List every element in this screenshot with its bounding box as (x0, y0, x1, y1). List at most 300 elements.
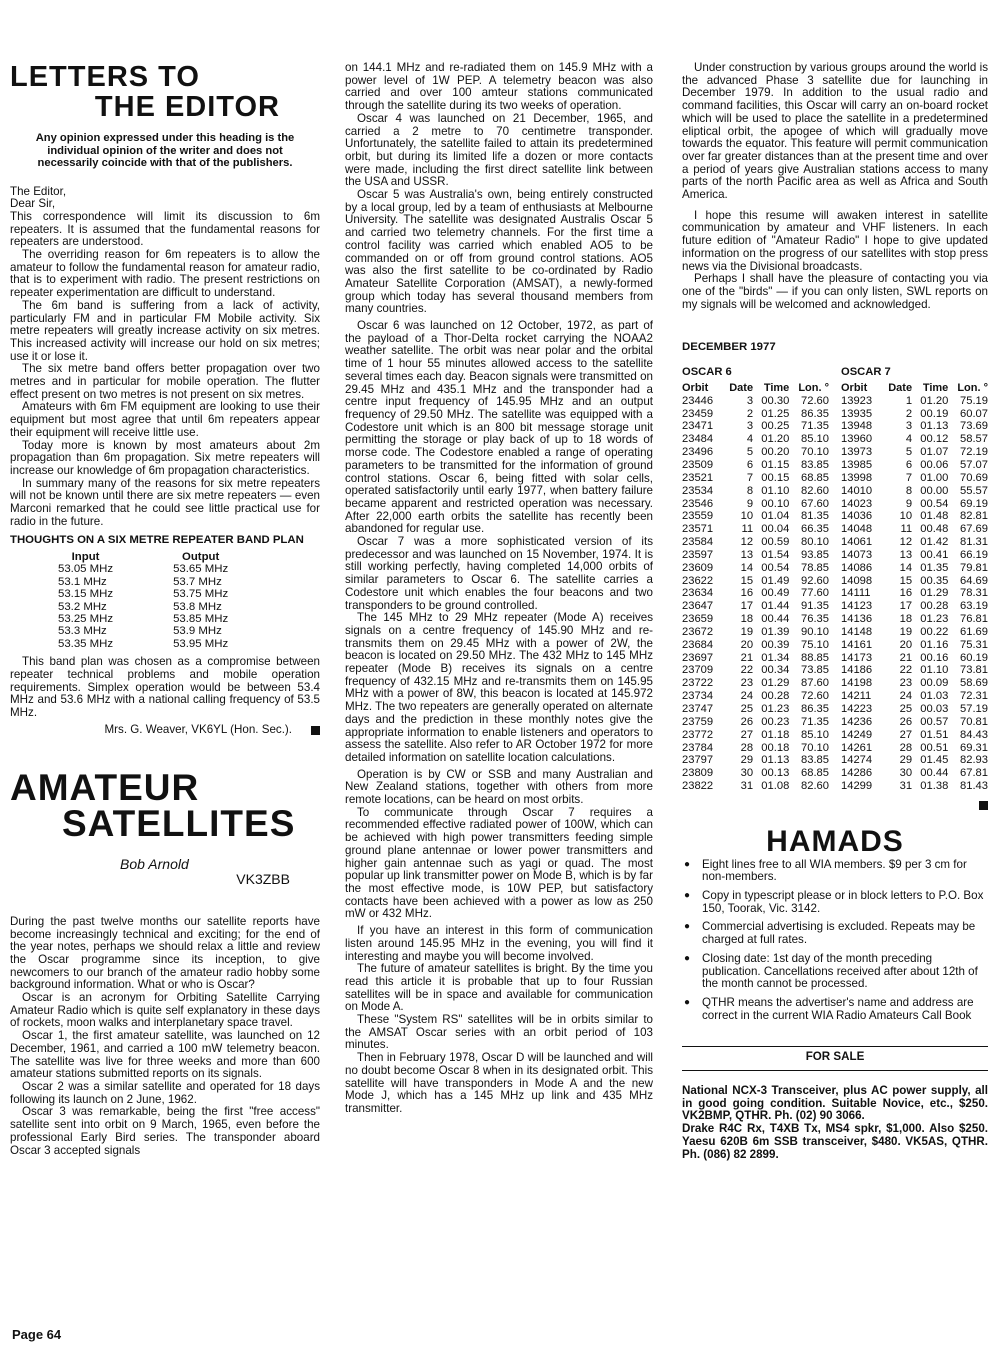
oscar7-lon: 60.19 (960, 651, 988, 664)
article-paragraph: Under construction by various groups around the world is the advanced Phase 3 satellite due for launching in December 1979. In addition to the usual radio and command facilities, this Oscar will carry an on-board rocket which will be used to place the satellite in a predetermined eliptical orbit, the apogee of which will gradually move towards the equator. This feature will permit communication over far greater distances than at the present time and over a period of years give Australian stations access to many parts of the north Pacific area as well as Africa and South America. (682, 61, 988, 202)
band-plan-row (58, 576, 228, 588)
oscar7-date: 3 (905, 420, 913, 433)
oscar7-time: 01.03 (920, 690, 949, 703)
oscar7-time: 00.44 (920, 767, 949, 780)
oscar6-orbit: 23722 (682, 677, 714, 690)
oscar7-time: 00.06 (920, 458, 949, 471)
oscar6-row (682, 587, 829, 600)
oscar6-time: 01.54 (761, 548, 790, 561)
band-plan-title: THOUGHTS ON A SIX METRE REPEATER BAND PLAN (10, 534, 304, 547)
oscar6-time: 01.44 (761, 600, 790, 613)
oscar6-time: 01.20 (761, 433, 790, 446)
letter-paragraph: Amateurs with 6m FM equipment are looking to use their equipment but most agree that until 6m repeaters appear their equipment will receive little use. (10, 400, 320, 439)
oscar6-row (682, 472, 829, 485)
oscar6-date: 4 (746, 433, 754, 446)
band-plan-row (58, 625, 228, 637)
oscar7-orbit: 14186 (841, 664, 873, 677)
oscar7-orbit: 14299 (841, 780, 873, 793)
oscar7-orbit: 13935 (841, 407, 873, 420)
oscar7-orbit: 14211 (841, 690, 872, 703)
time-header: Time (763, 381, 790, 394)
oscar7-time: 00.16 (920, 651, 949, 664)
oscar7-orbit: 14036 (841, 510, 873, 523)
letters-title-line1: LETTERS TO (10, 61, 200, 93)
oscar7-date: 2 (905, 407, 913, 420)
oscar6-row (682, 549, 829, 562)
oscar6-row (682, 485, 829, 498)
oscar7-date: 8 (905, 484, 913, 497)
oscar7-row (841, 408, 988, 421)
oscar7-time: 01.07 (920, 446, 949, 459)
oscar6-time: 01.34 (761, 651, 790, 664)
satellites-title-line1: AMATEUR (10, 767, 200, 809)
oscar6-label: OSCAR 6 (682, 366, 732, 379)
oscar7-lon: 81.43 (960, 780, 988, 793)
oscar6-time: 00.44 (761, 613, 790, 626)
oscar7-orbit: 13948 (841, 420, 873, 433)
oscar6-time: 00.49 (761, 587, 790, 600)
oscar7-orbit: 14161 (841, 638, 873, 651)
oscar7-date: 28 (899, 741, 913, 754)
sale-listing: National NCX-3 Transceiver, plus AC power supply, all in good going condition. Suitable Novice, etc., $250. VK2BMP, QTHR. Ph. (02) 90 3066. (682, 1084, 988, 1123)
oscar7-lon: 70.81 (960, 715, 988, 728)
oscar7-lon: 73.69 (960, 420, 988, 433)
oscar6-orbit: 23471 (682, 420, 714, 433)
oscar7-lon: 82.81 (960, 510, 988, 523)
oscar6-date: 12 (740, 536, 754, 549)
oscar7-row (841, 433, 988, 446)
oscar6-lon: 90.10 (801, 625, 829, 638)
oscar7-lon: 60.07 (960, 407, 988, 420)
oscar6-row (682, 562, 829, 575)
oscar6-row (682, 420, 829, 433)
hamads-title: HAMADS (766, 824, 904, 858)
oscar6-orbit: 23797 (682, 754, 714, 767)
end-mark-icon (311, 726, 320, 735)
column-left (10, 62, 320, 1157)
letter-closing: This band plan was chosen as a compromise between repeater technical problems and mobile operation requirements. Simplex operation would be between 53.4 MHz and 53.6 MHz with a national calling frequency of 53.5 MHz. (10, 655, 320, 720)
oscar7-time: 01.00 (920, 471, 949, 484)
oscar6-date: 18 (740, 613, 754, 626)
hamads-item: ● Eight lines free to all WIA members. $9 per 3 cm for non-members. (682, 859, 988, 884)
oscar7-orbit: 13923 (841, 394, 873, 407)
oscar7-orbit: 13985 (841, 458, 873, 471)
oscar7-date: 23 (899, 677, 913, 690)
oscar6-date: 13 (740, 548, 754, 561)
oscar6-row (682, 613, 829, 626)
oscar6-row (682, 575, 829, 588)
oscar7-time: 00.54 (920, 497, 949, 510)
signature-text: Mrs. G. Weaver, VK6YL (Hon. Sec.). (104, 722, 292, 736)
oscar7-date: 16 (899, 587, 913, 600)
oscar6-lon: 85.10 (801, 433, 829, 446)
oscar7-date: 5 (905, 446, 913, 459)
oscar7-lon: 57.07 (960, 458, 988, 471)
oscar6-lon: 68.85 (801, 471, 829, 484)
oscar6-row (682, 780, 829, 793)
oscar7-row (841, 562, 988, 575)
oscar6-lon: 80.10 (801, 536, 829, 549)
oscar7-time: 00.57 (920, 715, 949, 728)
letter-signature (10, 724, 320, 737)
oscar7-date: 29 (899, 754, 913, 767)
oscar7-row (841, 485, 988, 498)
oscar6-lon: 92.60 (801, 574, 829, 587)
oscar7-lon: 63.19 (960, 600, 988, 613)
oscar7-lon: 67.81 (960, 767, 988, 780)
oscar7-date: 27 (899, 728, 913, 741)
oscar7-row (841, 742, 988, 755)
oscar6-lon: 87.60 (801, 677, 829, 690)
oscar6-orbit: 23446 (682, 394, 714, 407)
oscar7-date: 26 (899, 715, 913, 728)
oscar6-date: 7 (746, 471, 754, 484)
oscar7-lon: 75.19 (960, 394, 988, 407)
oscar6-time: 00.13 (761, 767, 790, 780)
oscar7-time: 01.35 (920, 561, 949, 574)
oscar7-row (841, 536, 988, 549)
oscar7-time: 00.41 (920, 548, 949, 561)
oscar6-time: 00.30 (761, 394, 790, 407)
oscar6-orbit: 23609 (682, 561, 714, 574)
oscar7-lon: 82.93 (960, 754, 988, 767)
oscar6-date: 10 (740, 510, 754, 523)
article-paragraph: Oscar 6 was launched on 12 October, 1972, as part of the payload of a Thor-Delta rocket carrying the NOAA2 weather satellite. The orbit was near polar and the orbital time of 1 hour 55 minutes allowed access to the satellite several times each day. Beacon signals were transmitted on 29.45 MHz and 435.1 MHz and the transponder had a centre input frequency of 145.95 MHz and an output frequency of 29.50 MHz. The satellite was equipped with a Codestore unit which is an 800 bit message storage unit permitting the storage or play back of up to 18 words of morse code. The Codestore enabled a range of operating parameters to be transmitted for the information of ground control stations. Oscar 6, being fitted with solar cells, operated satisfactorily until early 1977, when battery failure became apparent and restricted operation was necessary. After 22,000 earth orbits the satellite has recently been abandoned for regular use. (345, 319, 653, 536)
end-mark-icon (979, 801, 988, 810)
oscar6-time: 01.08 (761, 780, 790, 793)
oscar6-lon: 91.35 (801, 600, 829, 613)
oscar6-date: 14 (740, 561, 754, 574)
oscar7-row (841, 446, 988, 459)
band-plan-input: 53.25 MHz (58, 613, 114, 626)
date-header: Date (729, 381, 754, 394)
oscar6-lon: 73.85 (801, 664, 829, 677)
oscar6-time: 00.39 (761, 638, 790, 651)
oscar7-orbit: 14236 (841, 715, 873, 728)
oscar6-time: 00.59 (761, 536, 790, 549)
oscar6-date: 3 (746, 420, 754, 433)
oscar6-date: 22 (740, 664, 754, 677)
oscar7-orbit: 14048 (841, 523, 873, 536)
oscar7-lon: 67.69 (960, 523, 988, 536)
oscar6-row (682, 742, 829, 755)
oscar6-orbit: 23459 (682, 407, 714, 420)
oscar7-time: 00.19 (920, 407, 949, 420)
article-paragraph: Oscar 1, the first amateur satellite, was launched on 12 December, 1961, and carried a 100 mW telemetry beacon. The satellite was live for three weeks and more than 600 amateur stations submitted reports on its signals. (10, 1029, 320, 1081)
band-plan-input: 53.1 MHz (58, 575, 107, 588)
oscar7-date: 4 (905, 433, 913, 446)
oscar7-lon: 72.19 (960, 446, 988, 459)
oscar7-row (841, 472, 988, 485)
oscar7-lon: 75.31 (960, 638, 988, 651)
oscar7-date: 20 (899, 638, 913, 651)
oscar7-row (841, 575, 988, 588)
oscar6-date: 31 (740, 780, 754, 793)
orbit-tables (682, 366, 988, 793)
oscar7-time: 01.42 (920, 536, 949, 549)
oscar6-lon: 72.60 (801, 394, 829, 407)
oscar6-lon: 71.35 (801, 715, 829, 728)
oscar6-row (682, 767, 829, 780)
oscar6-lon: 76.35 (801, 613, 829, 626)
oscar6-time: 01.29 (761, 677, 790, 690)
oscar7-time: 01.29 (920, 587, 949, 600)
oscar7-time: 00.09 (920, 677, 949, 690)
oscar6-row (682, 433, 829, 446)
oscar7-row (841, 549, 988, 562)
band-plan-output: 53.7 MHz (173, 575, 222, 588)
oscar7-row (841, 664, 988, 677)
oscar7-date: 7 (905, 471, 913, 484)
band-plan-input: 53.35 MHz (58, 637, 114, 650)
letters-title-line2: THE EDITOR (94, 91, 280, 123)
oscar6-lon: 85.10 (801, 728, 829, 741)
oscar6-row (682, 690, 829, 703)
oscar7-row (841, 639, 988, 652)
oscar7-lon: 78.31 (960, 587, 988, 600)
oscar6-orbit: 23559 (682, 510, 714, 523)
oscar7-time: 00.03 (920, 703, 949, 715)
band-plan-row (58, 638, 228, 650)
oscar6-date: 5 (746, 446, 754, 459)
oscar7-orbit: 14123 (841, 600, 873, 613)
oscar7-orbit: 14073 (841, 548, 873, 561)
oscar6-lon: 70.10 (801, 446, 829, 459)
oscar7-row (841, 703, 988, 716)
band-plan-row (58, 601, 228, 613)
oscar6-date: 16 (740, 587, 754, 600)
oscar7-row (841, 459, 988, 472)
oscar7-time: 01.38 (920, 780, 949, 793)
oscar6-time: 00.25 (761, 420, 790, 433)
oscar6-lon: 70.10 (801, 741, 829, 754)
hamads-item: ● QTHR means the advertiser's name and address are correct in the current WIA Radio Amateurs Call Book (682, 997, 988, 1022)
letter-paragraph: In summary many of the reasons for six metre repeaters will not be known until there are six metre repeaters — even Marconi remarked that he could see little practical use for radio in the future. (10, 476, 320, 528)
oscar6-orbit: 23496 (682, 446, 714, 459)
oscar6-orbit: 23634 (682, 587, 714, 600)
oscar6-row (682, 446, 829, 459)
salutation-sir: Dear Sir, (10, 197, 56, 211)
oscar6-time: 00.04 (761, 523, 790, 536)
oscar6-time: 01.25 (761, 407, 790, 420)
oscar7-table (829, 366, 988, 793)
oscar7-lon: 61.69 (960, 625, 988, 638)
oscar7-row (841, 690, 988, 703)
for-sale-listings (682, 1070, 988, 1161)
oscar6-orbit: 23784 (682, 741, 714, 754)
oscar7-time: 01.23 (920, 613, 949, 626)
oscar7-lon: 70.69 (960, 471, 988, 484)
article-paragraph: Oscar 5 was Australia's own, being entirely constructed by a local group, led by a team of enthusiasts at Melbourne University. The satellite was designated Australis Oscar 5 and carried two telemetry channels. For the first time a control facility was carried which enabled AO5 to be commanded on or off from ground control stations. AO5 was also the first satellite to be co-ordinated by Radio Amateur Satellite Corporation (AMSAT), a newly-formed group which today has several thousand members from many countries. (345, 188, 653, 316)
oscar7-orbit: 14261 (841, 741, 873, 754)
band-plan-output: 53.85 MHz (173, 613, 229, 626)
oscar7-time: 00.22 (920, 625, 949, 638)
oscar6-row (682, 408, 829, 421)
oscar7-row (841, 395, 988, 408)
oscar6-lon: 83.85 (801, 458, 829, 471)
oscar6-lon: 67.60 (801, 497, 829, 510)
article-paragraph: The future of amateur satellites is bright. By the time you read this article it is probable that up to four Russian satellites will be in space and available for communication on Mode A. (345, 962, 653, 1014)
band-plan-output: 53.95 MHz (173, 637, 229, 650)
lon-header: Lon. ° (798, 381, 829, 394)
oscar6-orbit: 23759 (682, 715, 714, 728)
oscar6-date: 6 (746, 458, 754, 471)
oscar6-time: 01.49 (761, 574, 790, 587)
letter-paragraph: This correspondence will limit its discussion to 6m repeaters. It is assumed that the fundamental reasons for repeaters are understood. (10, 209, 320, 249)
hamads-item: ● Closing date: 1st day of the month preceding publication. Cancellations received after about 12th of the month cannot be processed. (682, 953, 988, 991)
oscar7-date: 12 (899, 536, 913, 549)
oscar6-time: 00.15 (761, 471, 790, 484)
page-number: Page 64 (12, 1327, 62, 1342)
oscar6-date: 2 (746, 407, 754, 420)
oscar7-lon: 58.57 (960, 433, 988, 446)
oscar6-date: 26 (740, 715, 754, 728)
oscar6-lon: 78.85 (801, 561, 829, 574)
oscar6-orbit: 23509 (682, 458, 714, 471)
oscar7-date: 17 (899, 600, 913, 613)
oscar6-row (682, 754, 829, 767)
oscar6-time: 00.18 (761, 741, 790, 754)
oscar6-lon: 82.60 (801, 780, 829, 793)
oscar7-time: 01.51 (920, 728, 949, 741)
oscar7-orbit: 14274 (841, 754, 873, 767)
oscar6-row (682, 459, 829, 472)
oscar6-time: 01.10 (761, 484, 790, 497)
oscar6-orbit: 23809 (682, 767, 714, 780)
oscar6-date: 17 (740, 600, 754, 613)
oscar7-date: 11 (900, 523, 913, 536)
oscar6-row (682, 626, 829, 639)
oscar6-row (682, 703, 829, 716)
band-plan-input: 53.2 MHz (58, 600, 107, 613)
oscar7-rows (841, 395, 988, 793)
oscar6-orbit: 23822 (682, 780, 714, 793)
oscar7-date: 19 (899, 625, 913, 638)
oscar7-time: 01.20 (920, 394, 949, 407)
oscar6-lon: 77.60 (801, 587, 829, 600)
oscar6-lon: 68.85 (801, 767, 829, 780)
oscar6-lon: 72.60 (801, 690, 829, 703)
oscar7-lon: 69.31 (960, 741, 988, 754)
band-plan-row (58, 588, 228, 600)
oscar6-orbit: 23697 (682, 651, 714, 664)
orbit-header: Orbit (841, 381, 868, 394)
oscar7-orbit: 13973 (841, 446, 873, 459)
for-sale-heading: FOR SALE (682, 1046, 988, 1064)
oscar7-lon: 58.69 (960, 677, 988, 690)
oscar7-date: 21 (899, 651, 913, 664)
oscar7-date: 18 (899, 613, 913, 626)
band-plan-output: 53.9 MHz (173, 625, 222, 638)
oscar6-lon: 88.85 (801, 651, 829, 664)
oscar7-row (841, 626, 988, 639)
oscar6-date: 28 (740, 741, 754, 754)
oscar6-row (682, 729, 829, 742)
band-plan-input: 53.3 MHz (58, 625, 107, 638)
oscar7-orbit: 14148 (841, 625, 873, 638)
band-plan-output-header: Output (181, 550, 220, 563)
band-plan-output: 53.8 MHz (173, 600, 222, 613)
salutation-editor: The Editor, (10, 184, 67, 198)
oscar6-orbit: 23534 (682, 484, 714, 497)
oscar6-rows (682, 395, 829, 793)
article-paragraph: If you have an interest in this form of communication listen around 145.95 MHz in the evening, you will find it interesting and maybe you will become involved. (345, 924, 653, 963)
orbit-table-title: DECEMBER 1977 (682, 341, 776, 354)
oscar7-time: 01.48 (920, 510, 949, 523)
oscar6-orbit: 23747 (682, 703, 714, 715)
letter-paragraph: The 6m band is suffering from a lack of activity, particularly FM and in particular FM Mobile activity. Six metre repeaters will greatly increase activity on six metres. This increased activity will increase our hold on six metres; use it or lose it. (10, 298, 320, 363)
oscar6-orbit: 23672 (682, 625, 714, 638)
oscar6-time: 00.54 (761, 561, 790, 574)
oscar7-row (841, 729, 988, 742)
oscar7-date: 30 (899, 767, 913, 780)
oscar7-date: 31 (899, 780, 913, 793)
time-header: Time (922, 381, 949, 394)
oscar7-orbit: 14086 (841, 561, 873, 574)
oscar6-orbit: 23772 (682, 728, 714, 741)
oscar7-row (841, 510, 988, 523)
letter-paragraph: Today more is known by most amateurs about 2m propagation than 6m propagation. Six metre repeaters will increase our knowledge of 6m propagation characteristics. (10, 438, 320, 477)
orbit-header: Orbit (682, 381, 709, 394)
oscar6-date: 20 (740, 638, 754, 651)
oscar7-orbit: 14010 (841, 484, 873, 497)
article-paragraph: During the past twelve months our satellite reports have become increasingly technical and exciting; for the end of the year notes, perhaps we should relax a little and review the Oscar programme since its inception, to give newcomers to our branch of the amateur radio hobby some background information. What or who is Oscar? (10, 914, 320, 992)
satellites-title (10, 767, 320, 845)
oscar6-row (682, 600, 829, 613)
oscar7-row (841, 652, 988, 665)
oscar6-orbit: 23734 (682, 690, 714, 703)
hamads-item: ● Copy in typescript please or in block letters to P.O. Box 150, Toorak, Vic. 3142. (682, 890, 988, 915)
oscar7-date: 14 (899, 561, 913, 574)
article-paragraph: These "System RS" satellites will be in orbits similar to the AMSAT Oscar series with an orbit period of 103 minutes. (345, 1013, 653, 1052)
oscar7-orbit: 14098 (841, 574, 873, 587)
article-paragraph: Oscar 4 was launched on 21 December, 1965, and carried a 2 metre to 70 centimetre transponder. Unfortunately, the satellite failed to attain its predetermined orbit, but during its limited life a dozen or more contacts were made, including the first direct satellite link between the USA and USSR. (345, 111, 653, 189)
oscar7-lon: 69.19 (960, 497, 988, 510)
oscar7-time: 01.13 (920, 420, 949, 433)
oscar7-date: 22 (899, 664, 913, 677)
band-plan-output: 53.65 MHz (173, 563, 229, 576)
oscar7-orbit: 14198 (841, 677, 873, 690)
oscar7-orbit: 14173 (841, 651, 873, 664)
oscar6-row (682, 523, 829, 536)
letter-paragraph: The six metre band offers better propagation over two metres and in particular for mobile operation. The flutter effect present on two metres is not present on six metres. (10, 362, 320, 401)
oscar6-table (682, 366, 829, 793)
oscar7-time: 01.16 (920, 638, 949, 651)
oscar7-time: 00.51 (920, 741, 949, 754)
oscar7-lon: 76.81 (960, 613, 988, 626)
oscar7-date: 15 (899, 574, 913, 587)
oscar7-date: 6 (905, 458, 913, 471)
oscar6-orbit: 23597 (682, 548, 714, 561)
oscar6-row (682, 498, 829, 511)
oscar6-lon: 93.85 (801, 548, 829, 561)
article-paragraph: Operation is by CW or SSB and many Australian and New Zealand stations, together with others from more remote locations, can be heard on most orbits. (345, 767, 653, 807)
oscar7-orbit: 13998 (841, 471, 873, 484)
article-paragraph: Perhaps I shall have the pleasure of contacting you via one of the "birds" — if you can only listen, SWL reports on my signals will be welcomed and acknowledged. (682, 272, 988, 311)
oscar6-row (682, 395, 829, 408)
sale-listing: Drake R4C Rx, T4XB Tx, MS4 spkr, $1,000. Also $250. Yaesu 620B 6m SSB transceiver, $480. VK5AS, QTHR. Ph. (086) 82 2899. (682, 1122, 988, 1161)
oscar7-orbit: 14286 (841, 767, 873, 780)
oscar7-orbit: 14249 (841, 728, 873, 741)
oscar6-date: 25 (740, 703, 754, 715)
oscar7-date: 13 (899, 548, 913, 561)
oscar6-time: 01.18 (761, 728, 790, 741)
oscar6-orbit: 23571 (682, 523, 714, 536)
oscar7-label: OSCAR 7 (841, 366, 891, 379)
oscar6-orbit: 23622 (682, 574, 714, 587)
band-plan-row (58, 563, 228, 575)
oscar7-time: 00.12 (920, 433, 949, 446)
